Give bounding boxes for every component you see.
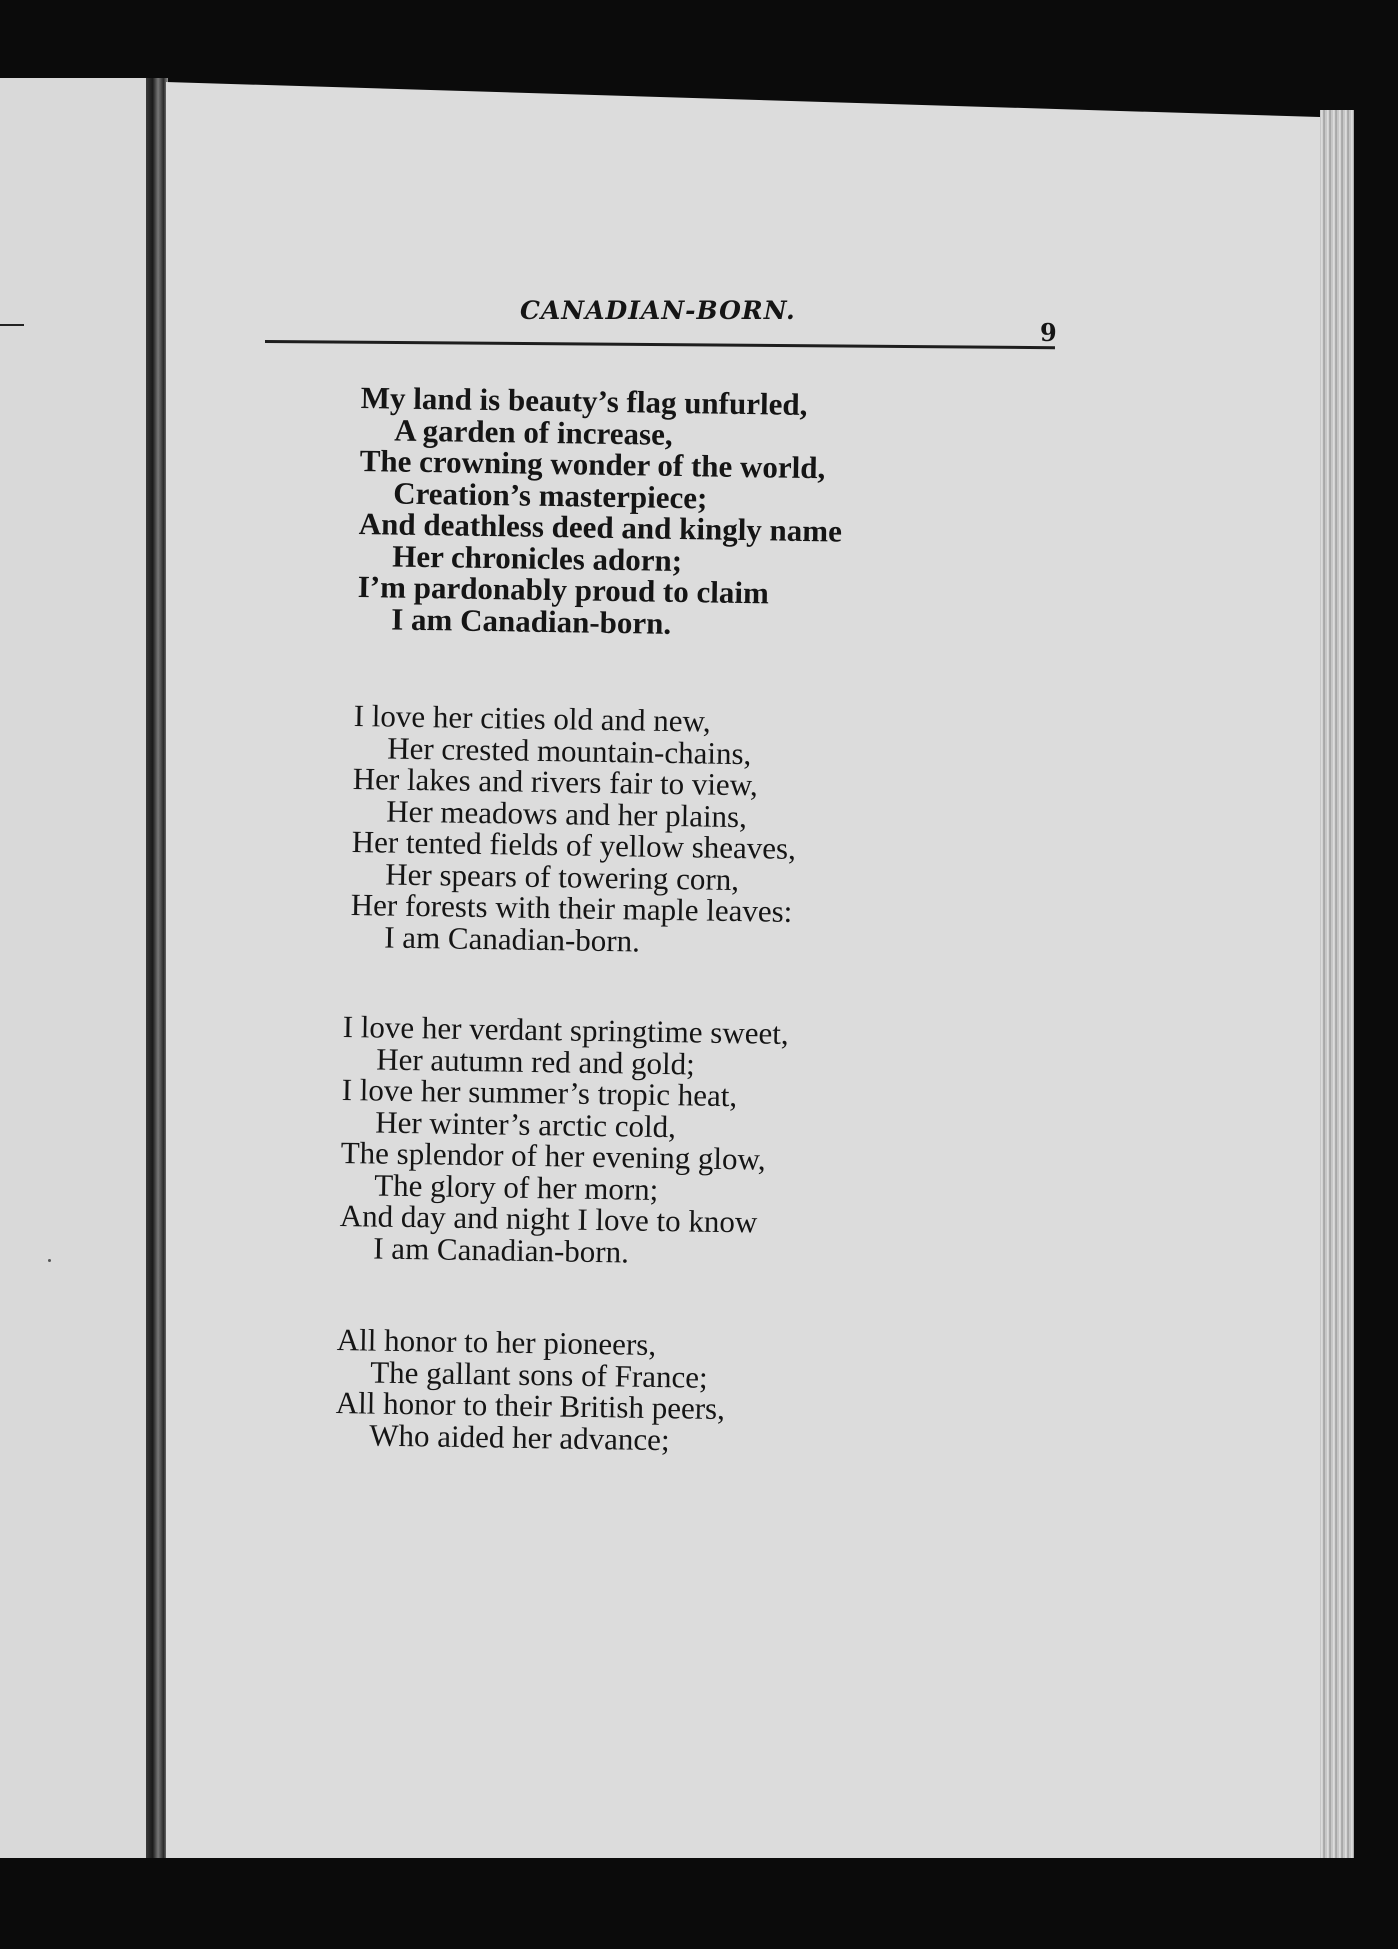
verse-line: I am Canadian-born. <box>391 601 672 641</box>
stanza <box>350 700 798 959</box>
verse-line: The glory of her morn; <box>374 1167 659 1207</box>
verse-line: Her autumn red and gold; <box>375 1041 696 1082</box>
verse-line: Her meadows and her plains, <box>385 793 748 834</box>
verse-line: Her forests with their maple leaves: <box>350 886 793 929</box>
verse-line: I love her cities old and new, <box>353 698 711 739</box>
verse-line: All honor to their British peers, <box>335 1384 726 1427</box>
verse-line: Her lakes and rivers fair to view, <box>352 760 759 803</box>
verse-line: I love her summer’s tropic heat, <box>341 1071 738 1114</box>
stanza <box>335 1324 726 1456</box>
verse-line: All honor to her pioneers, <box>336 1322 657 1363</box>
verse-line: Her crested mountain-chains, <box>386 730 752 771</box>
verse-line: Creation’s masterpiece; <box>392 475 708 515</box>
page-number: 9 <box>1040 318 1057 347</box>
verse-line: I love her verdant springtime sweet, <box>342 1009 789 1052</box>
verse-line: And day and night I love to know <box>339 1197 758 1240</box>
verse-line: The gallant sons of France; <box>369 1354 708 1395</box>
verse-line: Her chronicles adorn; <box>392 538 683 578</box>
verse-line: Who aided her advance; <box>368 1417 670 1457</box>
verse-line: My land is beauty’s flag unfurled, <box>360 380 808 423</box>
verse-line: And deathless deed and kingly name <box>358 505 843 549</box>
verse-line: Her winter’s arctic cold, <box>374 1104 677 1144</box>
verse-line: The crowning wonder of the world, <box>359 442 826 486</box>
stanza <box>357 382 844 642</box>
verse-line: Her spears of towering corn, <box>385 856 740 897</box>
verse-line: I am Canadian-born. <box>373 1230 630 1270</box>
verse-line: I’m pardonably proud to claim <box>357 568 770 611</box>
stanza <box>339 1011 789 1270</box>
verse-line: A garden of increase, <box>393 412 673 452</box>
verse-line: The splendor of her evening glow, <box>340 1134 766 1177</box>
verse-line: Her tented fields of yellow sheaves, <box>351 823 797 866</box>
running-head: CANADIAN-BORN. <box>520 296 796 325</box>
verse-line: I am Canadian-born. <box>384 919 641 959</box>
